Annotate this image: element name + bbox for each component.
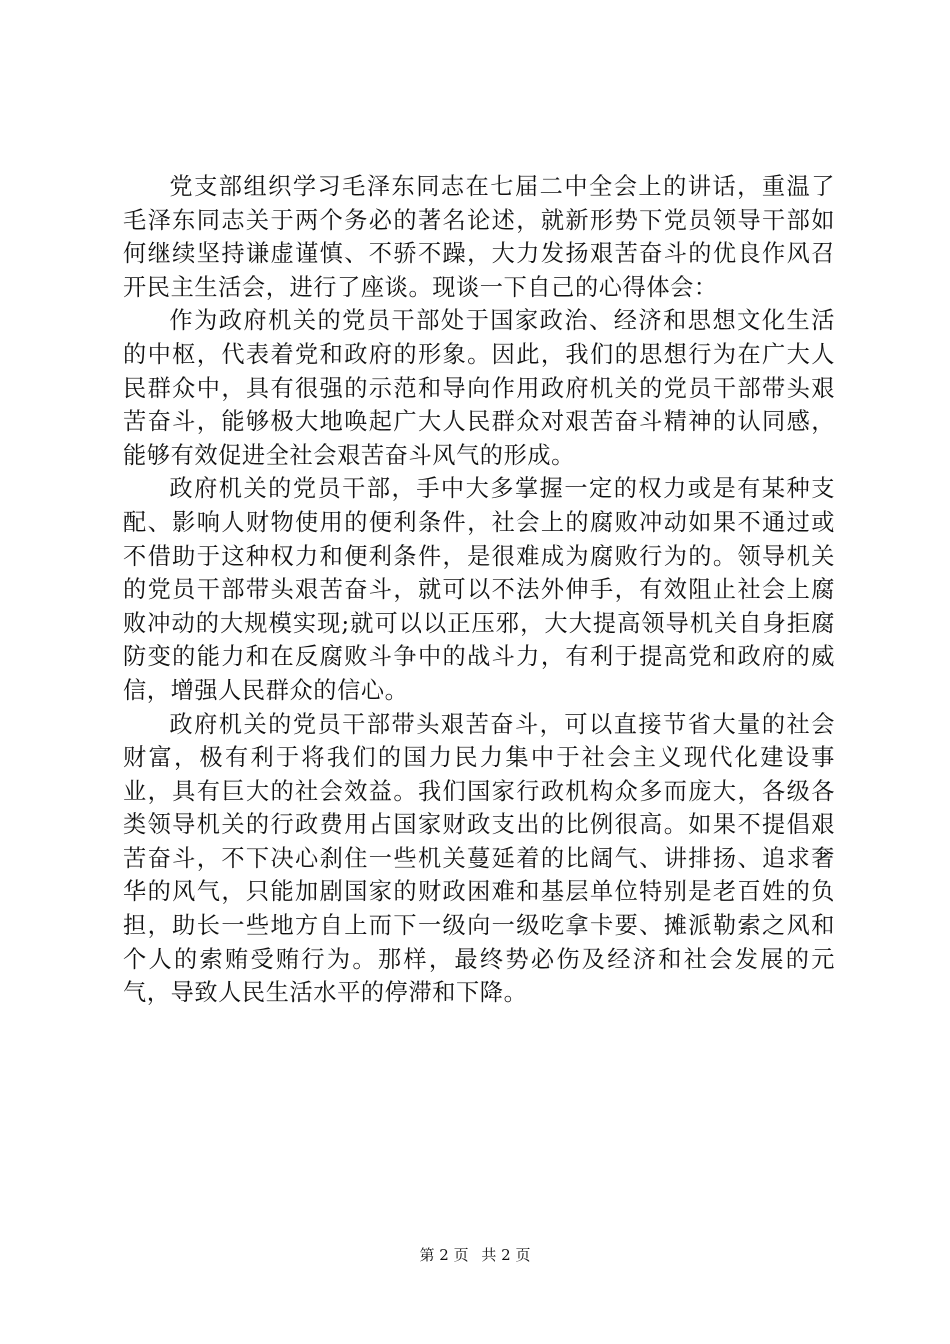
page-number: 第 2 页 (419, 1246, 469, 1264)
page-footer (0, 1245, 950, 1265)
paragraph-3: 政府机关的党员干部，手中大多掌握一定的权力或是有某种支配、影响人财物使用的便利条件，社会上的腐败冲动如果不通过或不借助于这种权力和便利条件，是很难成为腐败行为的。领导机关的党员干部带头艰苦奋斗，就可以不法外伸手，有效阻止社会上腐败冲动的大规模实现;就可以以正压邪，大大提高领导机关自身拒腐防变的能力和在反腐败斗争中的战斗力，有利于提高党和政府的威信，增强人民群众的信心。 (123, 475, 835, 704)
paragraph-1: 党支部组织学习毛泽东同志在七届二中全会上的讲话，重温了毛泽东同志关于两个务必的著名论述，就新形势下党员领导干部如何继续坚持谦虚谨慎、不骄不躁，大力发扬艰苦奋斗的优良作风召开民主生活会，进行了座谈。现谈一下自己的心得体会： (123, 173, 835, 301)
document-body (123, 170, 835, 1010)
paragraph-4: 政府机关的党员干部带头艰苦奋斗，可以直接节省大量的社会财富，极有利于将我们的国力民力集中于社会主义现代化建设事业，具有巨大的社会效益。我们国家行政机构众多而庞大，各级各类领导机关的行政费用占国家财政支出的比例很高。如果不提倡艰苦奋斗，不下决心刹住一些机关蔓延着的比阔气、讲排扬、追求奢华的风气，只能加剧国家的财政困难和基层单位特别是老百姓的负担，助长一些地方自上而下一级向一级吃拿卡要、摊派勒索之风和个人的索贿受贿行为。那样，最终势必伤及经济和社会发展的元气，导致人民生活水平的停滞和下降。 (123, 710, 835, 1007)
paragraph-2: 作为政府机关的党员干部处于国家政治、经济和思想文化生活的中枢，代表着党和政府的形象。因此，我们的思想行为在广大人民群众中，具有很强的示范和导向作用政府机关的党员干部带头艰苦奋斗，能够极大地唤起广大人民群众对艰苦奋斗精神的认同感，能够有效促进全社会艰苦奋斗风气的形成。 (123, 307, 835, 469)
page-total: 共 2 页 (481, 1246, 531, 1264)
